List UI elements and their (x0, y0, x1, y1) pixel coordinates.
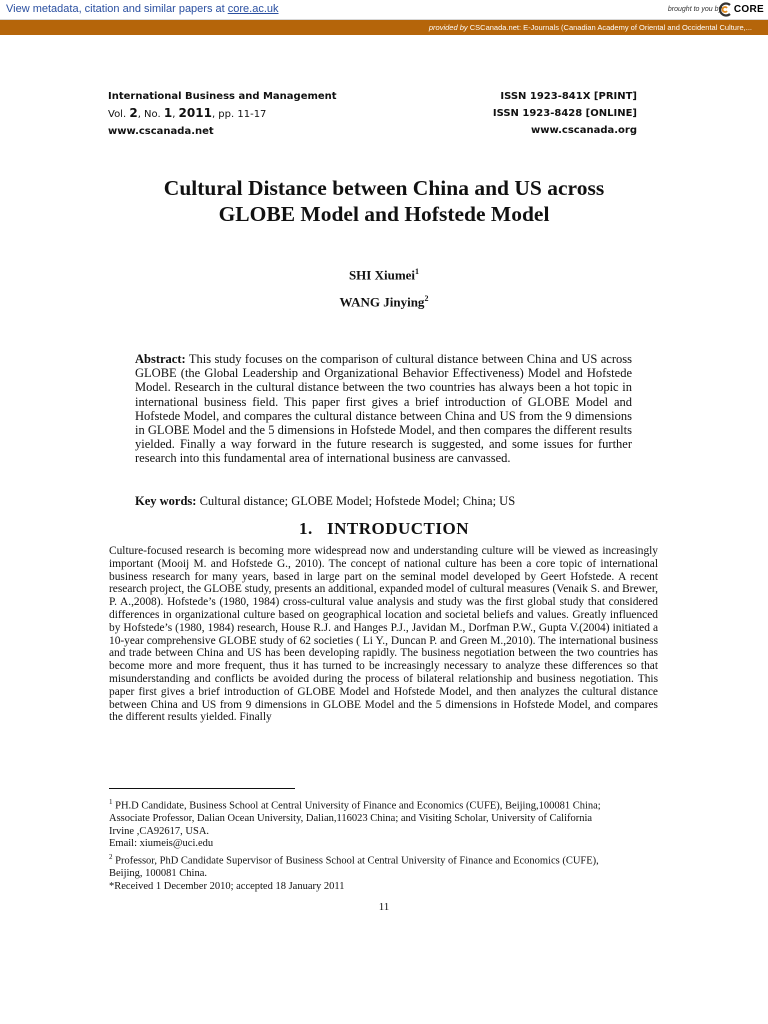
keywords (135, 494, 632, 509)
journal-name: International Business and Management (108, 91, 337, 102)
footnotes (109, 796, 658, 893)
footnote-1-line-3: Irvine ,CA92617, USA. (109, 825, 210, 837)
journal-header-left (108, 88, 337, 140)
core-logo-text: CORE (733, 4, 764, 15)
abstract-label: Abstract: (135, 352, 186, 366)
metadata-notice (6, 3, 279, 15)
core-banner (0, 0, 768, 20)
author-1-name: SHI Xiumei (348, 267, 416, 283)
footnote-2-line-1 (109, 851, 658, 868)
author-2-affiliation-mark: 2 (424, 294, 429, 303)
vol-number: 2 (129, 106, 138, 120)
issn-online: ISSN 1923-8428 [ONLINE] (492, 108, 637, 119)
footnote-1-email: Email: xiumeis@uci.edu (109, 838, 214, 850)
keywords-label: Key words: (135, 494, 197, 508)
journal-website-right: www.cscanada.org (531, 125, 637, 136)
journal-header-right (493, 88, 637, 139)
provided-by-bar (0, 20, 768, 35)
year: 2011 (178, 106, 212, 120)
author-1-affiliation-mark: 1 (415, 267, 420, 276)
brought-to-you-label: brought to you by (667, 6, 722, 13)
footnote-1-line-1 (109, 796, 658, 813)
journal-website-left: www.cscanada.net (108, 126, 214, 137)
provided-by-source: CSCanada.net: E-Journals (Canadian Academy of Oriental and Occidental Culture,... (469, 23, 752, 32)
received-note: *Received 1 December 2010; accepted 18 January 2011 (109, 880, 345, 892)
page-number: 11 (378, 901, 390, 913)
issue-number: 1 (163, 106, 173, 120)
metadata-prefix: View metadata, citation and similar papers at (6, 3, 228, 15)
footnote-divider (109, 788, 295, 789)
footnote-2-line-2: Beijing, 100081 China. (109, 867, 207, 879)
year-prefix: , (172, 109, 179, 120)
footnote-1-line-2: Associate Professor, Dalian Ocean University, Dalian,116023 China; and Visiting Scholar, University of California (109, 813, 593, 825)
keywords-text: Cultural distance; GLOBE Model; Hofstede Model; China; US (196, 494, 516, 508)
section-heading-introduction: 1. INTRODUCTION (298, 519, 470, 538)
author-2-name: WANG Jinying (339, 294, 425, 310)
core-logo-icon (718, 2, 732, 17)
pages: , pp. 11-17 (211, 109, 267, 120)
paper-title (84, 175, 684, 227)
vol-prefix: Vol. (108, 109, 130, 120)
provided-by-label: provided by (428, 23, 468, 32)
paper-title-line-1: Cultural Distance between China and US across (163, 176, 605, 200)
issn-print: ISSN 1923-841X [PRINT] (500, 91, 637, 102)
footnote-2-mark: 2 (109, 852, 113, 861)
core-logo[interactable] (718, 1, 764, 18)
author-2 (0, 294, 768, 310)
footnote-1-mark: 1 (109, 798, 113, 806)
provided-by-text[interactable] (429, 23, 752, 32)
abstract (135, 352, 632, 466)
author-1 (0, 267, 768, 283)
footnote-1-text-1: PH.D Candidate, Business School at Central University of Finance and Economics (CUFE), Beijing,100081 China; (112, 800, 601, 812)
abstract-text: This study focuses on the comparison of cultural distance between China and US across GLOBE (the Global Leadership and Organizational Behavior Effectiveness) Model and Hofstede Model. Research in the cultural distance between the two countries has always been a hot topic in international business field. This paper first gives a brief introduction of GLOBE Model and Hofstede Model, and compares the cultural distance between China and US from the 9 dimensions in GLOBE Model and the 5 dimensions in Hofstede Model, and then compares the different results yielded. Finally a way forward in the future research is suggested, and some issues for further research into this fundamental area of international business are canvassed. (135, 352, 632, 466)
paper-title-line-2: GLOBE Model and Hofstede Model (218, 202, 550, 226)
journal-volume-line (108, 105, 337, 123)
introduction-paragraph: Culture-focused research is becoming more widespread now and understanding culture will be viewed as increasingly important (Mooij M. and Hofstede G., 2010). The concept of national culture has been a core topic of international business research for many years, based in large part on the seminal model developed by Geert Hofstede. A recent research project, the GLOBE study, presents an additional, expanded model of cultural measures (Venaik S. and Brewer, P. A.,2008). Hofstede’s (1980, 1984) cross-cultural value analysis and study was the first global study that considered differences in organizational culture based on geographical location and societal beliefs and values. Greatly influenced by Hofstede’s (1980, 1984) research, House R.J. and Hanges P.J., Javidan M., Dorfman P.W., Gupta V.(2004) initiated a 10-year comprehensive GLOBE study of 62 societies ( Li Y., Duncan P. and Green M.,2010). The international business and trade between China and US has been developing rapidly. The business negotiation between the two countries has become more and more frequent, thus it has turned to be increasingly necessary to analyze these differences so that misunderstanding and conflicts be avoided during the process of bilateral relationship and business negotiation. This paper first gives a brief introduction of GLOBE Model and Hofstede Model, and then analyzes the cultural distance between China and US from 9 dimensions in GLOBE Model and the 5 dimensions in Hofstede Model, and compares the different results yielded. Finally (109, 545, 658, 724)
core-link[interactable]: core.ac.uk (227, 3, 279, 15)
no-prefix: , No. (137, 109, 164, 120)
footnote-2-text-1: Professor, PhD Candidate Supervisor of Business School at Central University of Finance and Economics (CUFE), (112, 855, 599, 867)
